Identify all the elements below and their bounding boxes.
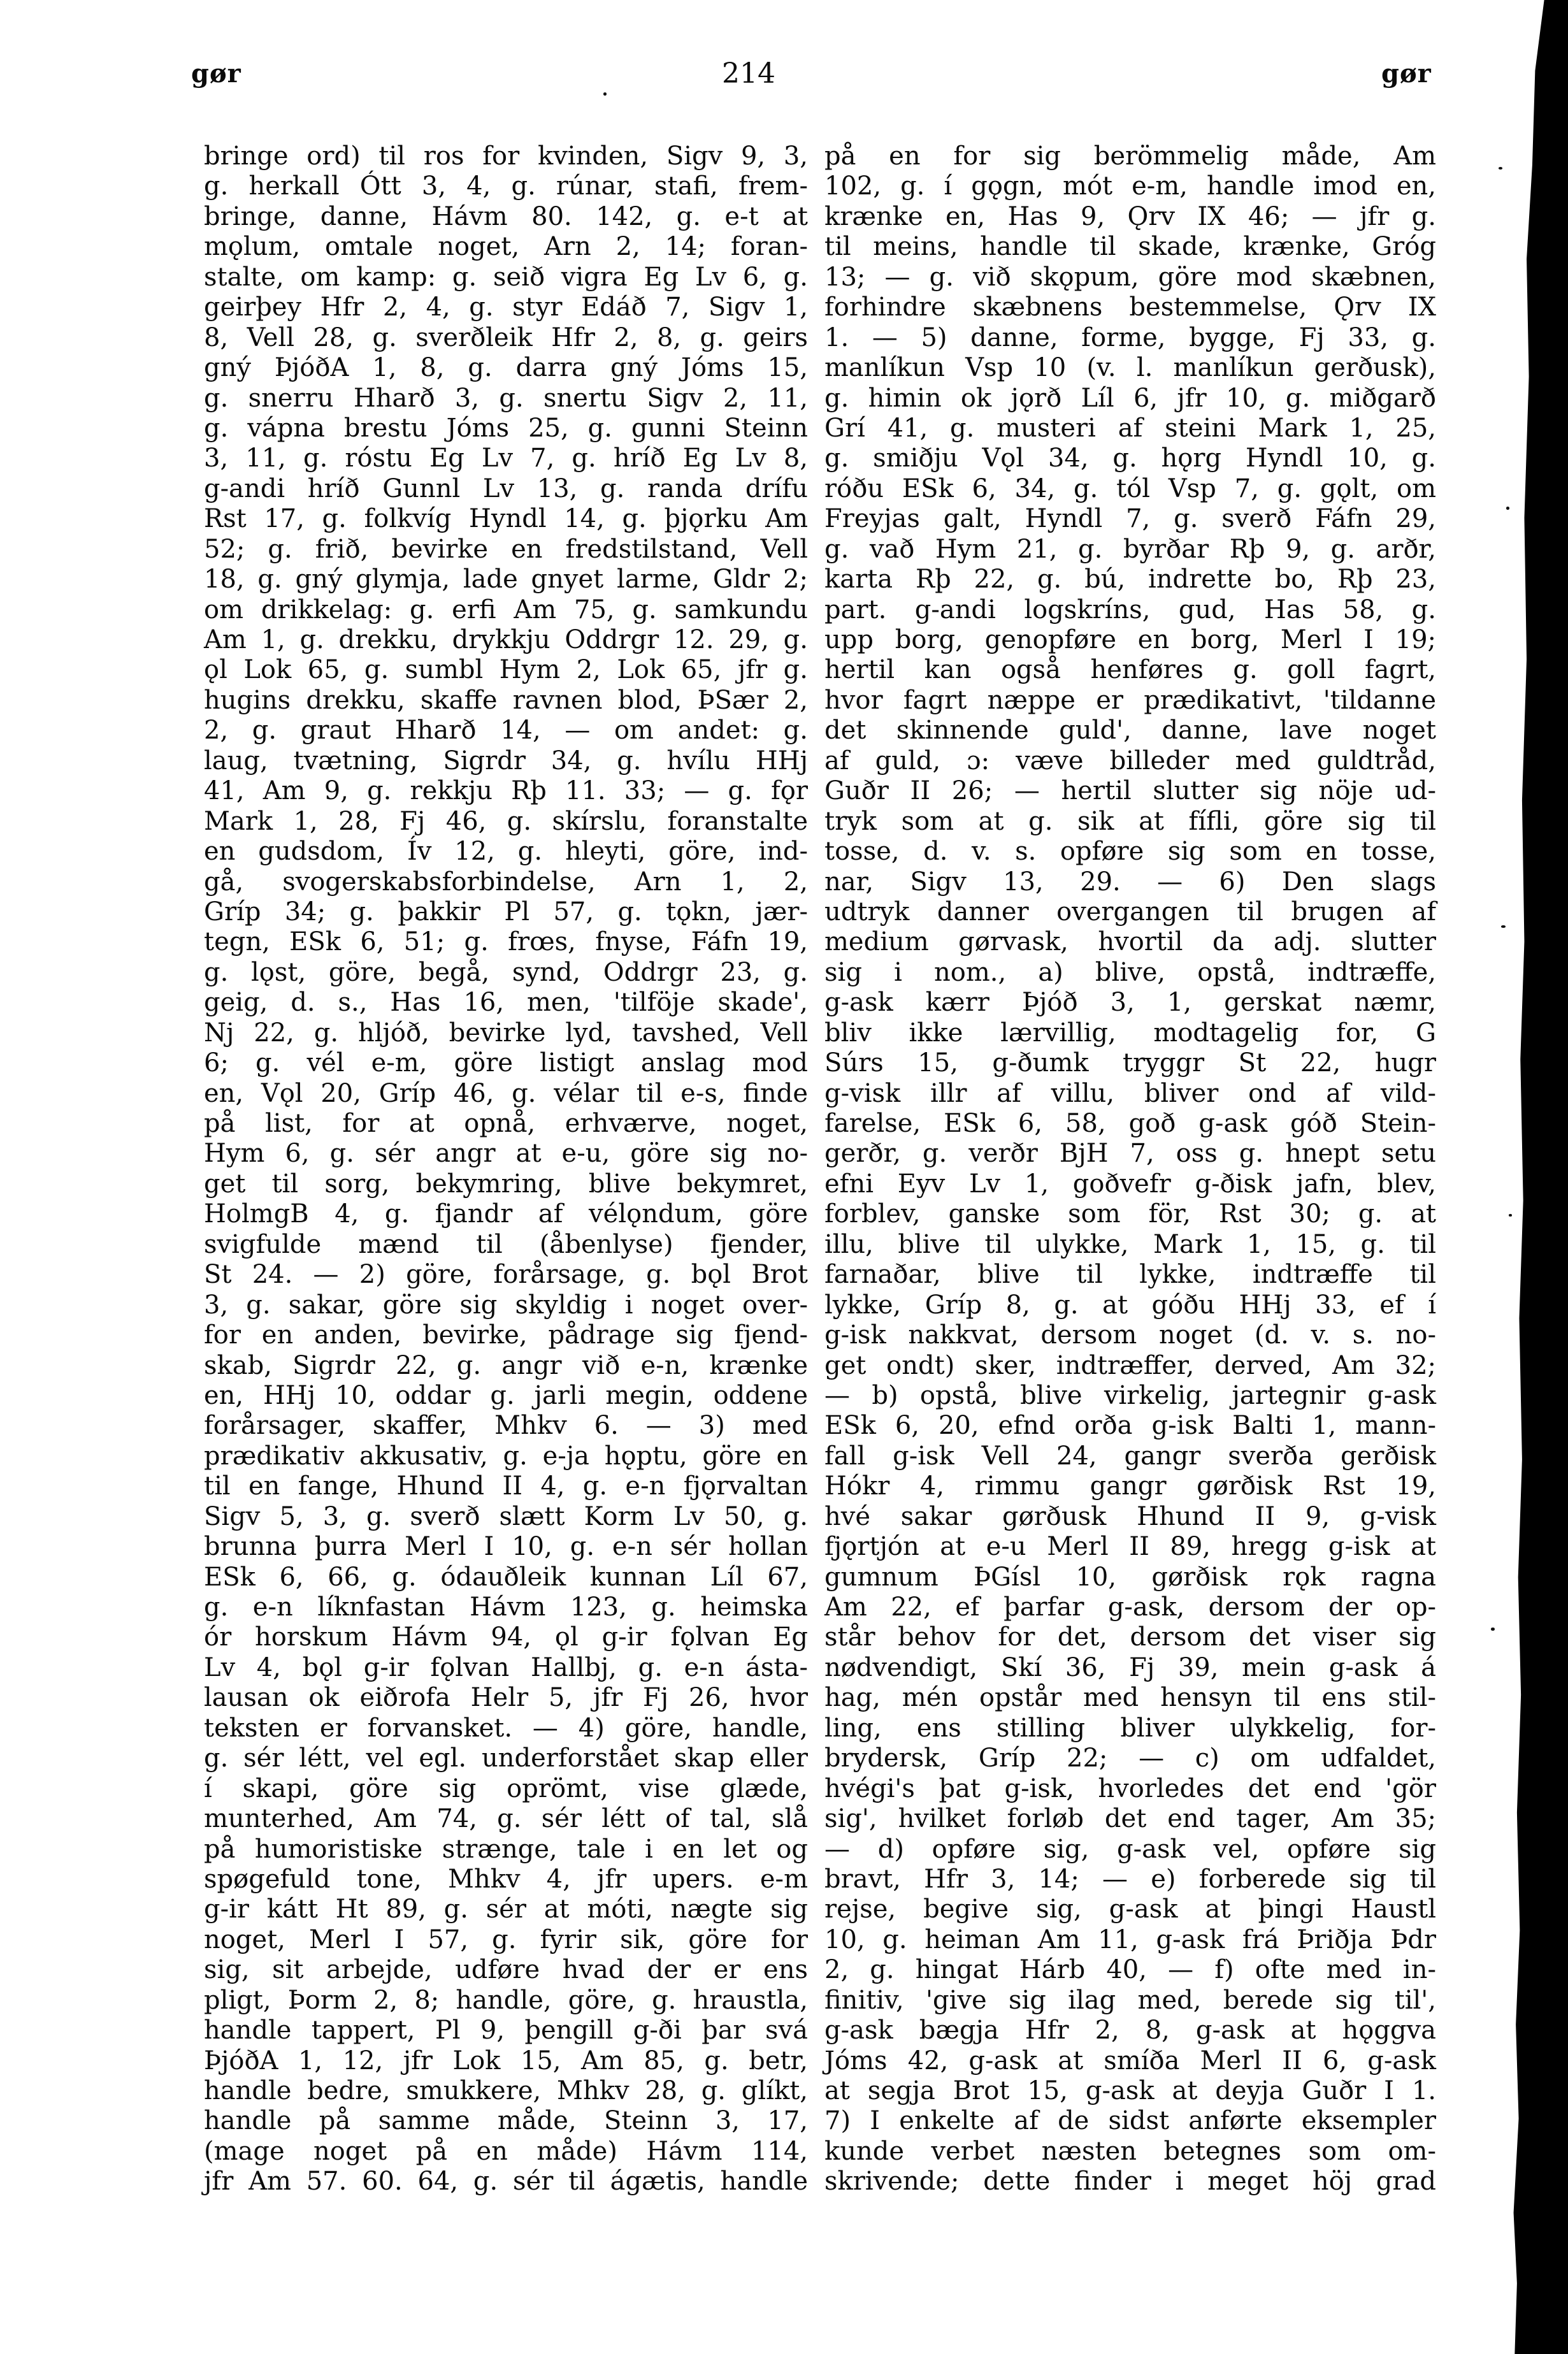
text-line: en, HHj 10, oddar g. jarli megin, oddene	[204, 1380, 808, 1410]
text-line: tryk som at g. sik at fífli, göre sig til	[824, 806, 1436, 836]
text-line: handle bedre, smukkere, Mhkv 28, g. glíkt,	[204, 2076, 808, 2105]
text-line: g. e-n líknfastan Hávm 123, g. heimska	[204, 1592, 808, 1622]
right-text-column	[824, 141, 1436, 2197]
page-number: 214	[722, 57, 775, 90]
text-line: Nj 22, g. hljóð, bevirke lyd, tavshed, Vell	[204, 1018, 808, 1048]
text-line: medium gørvask, hvortil da adj. slutter	[824, 927, 1436, 957]
text-line: om drikkelag: g. erfi Am 75, g. samkundu	[204, 595, 808, 625]
text-line: finitiv, 'give sig ilag med, berede sig til',	[824, 1985, 1436, 2015]
text-line: g-ir kátt Ht 89, g. sér at móti, nægte sig	[204, 1895, 808, 1924]
text-line: sig i nom., a) blive, opstå, indtræffe,	[824, 957, 1436, 987]
text-line: hvor fagrt næppe er prædikativt, 'tildanne	[824, 685, 1436, 715]
text-line: ling, ens stilling bliver ulykkelig, for-	[824, 1713, 1436, 1743]
text-line: hvégi's þat g-isk, hvorledes det end 'gör	[824, 1773, 1436, 1803]
text-line: Sigv 5, 3, g. sverð slætt Korm Lv 50, g.	[204, 1501, 808, 1531]
text-line: hugins drekku, skaffe ravnen blod, ÞSær 2,	[204, 685, 808, 715]
text-line: — d) opføre sig, g-ask vel, opføre sig	[824, 1834, 1436, 1864]
text-line: lausan ok eiðrofa Helr 5, jfr Fj 26, hvor	[204, 1683, 808, 1713]
text-line: upp borg, genopføre en borg, Merl I 19;	[824, 625, 1436, 654]
text-line: g. lǫst, göre, begå, synd, Oddrgr 23, g.	[204, 957, 808, 987]
text-line: gumnum ÞGísl 10, gørðisk rǫk ragna	[824, 1562, 1436, 1592]
text-line: 10, g. heiman Am 11, g-ask frá Þriðja Þdr	[824, 1924, 1436, 1954]
text-line: St 24. — 2) göre, forårsage, g. bǫl Brot	[204, 1260, 808, 1290]
text-line: rejse, begive sig, g-ask at þingi Haustl	[824, 1895, 1436, 1924]
text-line: spøgefuld tone, Mhkv 4, jfr upers. e-m	[204, 1864, 808, 1894]
text-line: for en anden, bevirke, pådrage sig fjend-	[204, 1320, 808, 1350]
text-line: teksten er forvansket. — 4) göre, handle,	[204, 1713, 808, 1743]
text-line: 8, Vell 28, g. sverðleik Hfr 2, 8, g. geirs	[204, 322, 808, 352]
scan-speck	[1491, 1628, 1495, 1631]
text-line: geig, d. s., Has 16, men, 'tilföje skade',	[204, 988, 808, 1018]
text-line: g. vað Hym 21, g. byrðar Rþ 9, g. arðr,	[824, 534, 1436, 564]
text-line: en gudsdom, Ív 12, g. hleyti, göre, ind-	[204, 837, 808, 867]
text-line: illu, blive til ulykke, Mark 1, 15, g. til	[824, 1229, 1436, 1259]
text-line: kunde verbet næsten betegnes som om-	[824, 2136, 1436, 2166]
text-line: af guld, ɔ: væve billeder med guldtråd,	[824, 746, 1436, 776]
text-line: Hókr 4, rimmu gangr gørðisk Rst 19,	[824, 1471, 1436, 1501]
text-line: gerðr, g. verðr BjH 7, oss g. hnept setu	[824, 1139, 1436, 1169]
text-line: forårsager, skaffer, Mhkv 6. — 3) med	[204, 1411, 808, 1441]
text-line: bravt, Hfr 3, 14; — e) forberede sig til	[824, 1864, 1436, 1894]
text-line: skrivende; dette finder i meget höj grad	[824, 2167, 1436, 2197]
text-line: Hym 6, g. sér angr at e-u, göre sig no-	[204, 1139, 808, 1169]
text-line: Gríp 34; g. þakkir Pl 57, g. tǫkn, jær-	[204, 897, 808, 927]
scan-speck	[1506, 507, 1509, 510]
text-line: noget, Merl I 57, g. fyrir sik, göre for	[204, 1924, 808, 1954]
text-line: på en for sig berömmelig måde, Am	[824, 141, 1436, 171]
text-line: g. snerru Hharð 3, g. snertu Sigv 2, 11,	[204, 383, 808, 413]
text-line: nar, Sigv 13, 29. — 6) Den slags	[824, 867, 1436, 897]
text-line: Freyjas galt, Hyndl 7, g. sverð Fáfn 29,	[824, 504, 1436, 534]
text-line: tosse, d. v. s. opføre sig som en tosse,	[824, 837, 1436, 867]
text-line: at segja Brot 15, g-ask at deyja Guðr I 1.	[824, 2076, 1436, 2105]
text-line: udtryk danner overgangen til brugen af	[824, 897, 1436, 927]
text-line: ór horskum Hávm 94, ǫl g-ir fǫlvan Eg	[204, 1622, 808, 1652]
text-line: fjǫrtjón at e-u Merl II 89, hregg g-isk at	[824, 1532, 1436, 1562]
text-line: 3, 11, g. róstu Eg Lv 7, g. hríð Eg Lv 8,	[204, 444, 808, 473]
text-line: 41, Am 9, g. rekkju Rþ 11. 33; — g. fǫr	[204, 776, 808, 806]
text-line: til en fange, Hhund II 4, g. e-n fjǫrvaltan	[204, 1471, 808, 1501]
text-line: gå, svogerskabsforbindelse, Arn 1, 2,	[204, 867, 808, 897]
text-line: jfr Am 57. 60. 64, g. sér til ágætis, handle	[204, 2167, 808, 2197]
text-line: Am 22, ef þarfar g-ask, dersom der op-	[824, 1592, 1436, 1622]
text-line: forhindre skæbnens bestemmelse, Ǫrv IX	[824, 292, 1436, 322]
text-line: efni Eyv Lv 1, goðvefr g-ðisk jafn, blev,	[824, 1169, 1436, 1199]
text-line: g-isk nakkvat, dersom noget (d. v. s. no-	[824, 1320, 1436, 1350]
text-line: g-ask bægja Hfr 2, 8, g-ask at hǫggva	[824, 2016, 1436, 2046]
text-line: Grí 41, g. musteri af steini Mark 1, 25,	[824, 413, 1436, 443]
text-line: 13; — g. við skǫpum, göre mod skæbnen,	[824, 262, 1436, 292]
scan-gutter-shadow	[1511, 0, 1568, 2354]
text-line: geirþey Hfr 2, 4, g. styr Edáð 7, Sigv 1,	[204, 292, 808, 322]
text-line: tegn, ESk 6, 51; g. frœs, fnyse, Fáfn 19,	[204, 927, 808, 957]
text-line: står behov for det, dersom det viser sig	[824, 1622, 1436, 1652]
text-line: hertil kan også henføres g. goll fagrt,	[824, 655, 1436, 685]
text-line: ǫl Lok 65, g. sumbl Hym 2, Lok 65, jfr g.	[204, 655, 808, 685]
text-line: farnaðar, blive til lykke, indtræffe til	[824, 1260, 1436, 1290]
text-line: 3, g. sakar, göre sig skyldig i noget over-	[204, 1290, 808, 1320]
scan-speck	[1499, 167, 1502, 170]
text-line: svigfulde mænd til (åbenlyse) fjender,	[204, 1229, 808, 1259]
text-line: til meins, handle til skade, krænke, Gróg	[824, 232, 1436, 262]
text-line: farelse, ESk 6, 58, goð g-ask góð Stein-	[824, 1109, 1436, 1138]
text-line: 52; g. frið, bevirke en fredstilstand, Vell	[204, 534, 808, 564]
scan-speck	[1509, 1214, 1512, 1217]
text-line: 18, g. gný glymja, lade gnyet larme, Gldr 2;	[204, 565, 808, 595]
text-line: sig', hvilket forløb det end tager, Am 35;	[824, 1804, 1436, 1834]
text-line: forblev, ganske som för, Rst 30; g. at	[824, 1199, 1436, 1229]
text-line: 6; g. vél e-m, göre listigt anslag mod	[204, 1048, 808, 1078]
text-line: Rst 17, g. folkvíg Hyndl 14, g. þjǫrku Am	[204, 504, 808, 534]
text-line: laug, tvætning, Sigrdr 34, g. hvílu HHj	[204, 746, 808, 776]
text-line: det skinnende guld', danne, lave noget	[824, 716, 1436, 746]
text-line: g-ask kærr Þjóð 3, 1, gerskat næmr,	[824, 988, 1436, 1018]
text-line: get ondt) sker, indtræffer, derved, Am 32;	[824, 1350, 1436, 1380]
text-line: part. g-andi logskríns, gud, Has 58, g.	[824, 595, 1436, 625]
text-line: g. sér létt, vel egl. underforstået skap eller	[204, 1744, 808, 1773]
text-line: pligt, Þorm 2, 8; handle, göre, g. hraustla,	[204, 1985, 808, 2015]
text-line: Lv 4, bǫl g-ir fǫlvan Hallbj, g. e-n ásta-	[204, 1652, 808, 1682]
scan-speck	[1501, 925, 1506, 928]
text-line: skab, Sigrdr 22, g. angr við e-n, krænke	[204, 1350, 808, 1380]
text-line: Am 1, g. drekku, drykkju Oddrgr 12. 29, g.	[204, 625, 808, 654]
text-line: — b) opstå, blive virkelig, jartegnir g-ask	[824, 1380, 1436, 1410]
text-line: Mark 1, 28, Fj 46, g. skírslu, foranstalte	[204, 806, 808, 836]
text-line: g. smiðju Vǫl 34, g. hǫrg Hyndl 10, g.	[824, 444, 1436, 473]
text-line: handle på samme måde, Steinn 3, 17,	[204, 2106, 808, 2136]
text-line: Guðr II 26; — hertil slutter sig nöje ud-	[824, 776, 1436, 806]
text-line: på humoristiske strænge, tale i en let og	[204, 1834, 808, 1864]
text-line: g. vápna brestu Jóms 25, g. gunni Steinn	[204, 413, 808, 443]
text-line: róðu ESk 6, 34, g. tól Vsp 7, g. gǫlt, om	[824, 473, 1436, 503]
text-line: brydersk, Gríp 22; — c) om udfaldet,	[824, 1744, 1436, 1773]
text-line: stalte, om kamp: g. seið vigra Eg Lv 6, g.	[204, 262, 808, 292]
text-line: (mage noget på en måde) Hávm 114,	[204, 2136, 808, 2166]
text-line: g. himin ok jǫrð Líl 6, jfr 10, g. miðgarð	[824, 383, 1436, 413]
text-line: bringe, danne, Hávm 80. 142, g. e-t at	[204, 201, 808, 231]
guide-word-left: gør	[191, 59, 241, 89]
page-header	[0, 55, 1568, 93]
text-line: handle tappert, Pl 9, þengill g-ði þar svá	[204, 2016, 808, 2046]
text-line: prædikativ akkusativ, g. e-ja hǫptu, göre en	[204, 1441, 808, 1471]
text-line: krænke en, Has 9, Ǫrv IX 46; — jfr g.	[824, 201, 1436, 231]
text-line: 7) I enkelte af de sidst anførte eksempler	[824, 2106, 1436, 2136]
text-line: nødvendigt, Skí 36, Fj 39, mein g-ask á	[824, 1652, 1436, 1682]
text-line: en, Vǫl 20, Gríp 46, g. vélar til e-s, finde	[204, 1078, 808, 1108]
text-line: munterhed, Am 74, g. sér létt of tal, slå	[204, 1804, 808, 1834]
text-line: 102, g. í gǫgn, mót e-m, handle imod en,	[824, 171, 1436, 201]
text-line: fall g-isk Vell 24, gangr sverða gerðisk	[824, 1441, 1436, 1471]
text-line: lykke, Gríp 8, g. at góðu HHj 33, ef í	[824, 1290, 1436, 1320]
text-line: bliv ikke lærvillig, modtagelig for, G	[824, 1018, 1436, 1048]
text-line: 2, g. graut Hharð 14, — om andet: g.	[204, 716, 808, 746]
text-line: í skapi, göre sig oprömt, vise glæde,	[204, 1773, 808, 1803]
left-text-column	[204, 141, 808, 2197]
text-line: ESk 6, 66, g. ódauðleik kunnan Líl 67,	[204, 1562, 808, 1592]
text-line: ESk 6, 20, efnd orða g-isk Balti 1, mann-	[824, 1411, 1436, 1441]
text-line: g-visk illr af villu, bliver ond af vild-	[824, 1078, 1436, 1108]
text-line: g. herkall Ótt 3, 4, g. rúnar, stafi, frem-	[204, 171, 808, 201]
text-line: 2, g. hingat Hárb 40, — f) ofte med in-	[824, 1955, 1436, 1985]
text-line: g-andi hríð Gunnl Lv 13, g. randa drífu	[204, 473, 808, 503]
text-line: get til sorg, bekymring, blive bekymret,	[204, 1169, 808, 1199]
text-line: ÞjóðA 1, 12, jfr Lok 15, Am 85, g. betr,	[204, 2046, 808, 2076]
text-line: manlíkun Vsp 10 (v. l. manlíkun gerðusk),	[824, 353, 1436, 383]
text-line: mǫlum, omtale noget, Arn 2, 14; foran-	[204, 232, 808, 262]
text-line: karta Rþ 22, g. bú, indrette bo, Rþ 23,	[824, 565, 1436, 595]
text-line: brunna þurra Merl I 10, g. e-n sér hollan	[204, 1532, 808, 1562]
text-line: HolmgB 4, g. fjandr af vélǫndum, göre	[204, 1199, 808, 1229]
text-line: 1. — 5) danne, forme, bygge, Fj 33, g.	[824, 322, 1436, 352]
text-line: Jóms 42, g-ask at smíða Merl II 6, g-ask	[824, 2046, 1436, 2076]
text-line: på list, for at opnå, erhværve, noget,	[204, 1109, 808, 1138]
text-line: hvé sakar gørðusk Hhund II 9, g-visk	[824, 1501, 1436, 1531]
text-line: bringe ord) til ros for kvinden, Sigv 9, 3,	[204, 141, 808, 171]
text-line: sig, sit arbejde, udføre hvad der er ens	[204, 1955, 808, 1985]
scan-speck	[603, 92, 607, 96]
text-line: hag, mén opstår med hensyn til ens stil-	[824, 1683, 1436, 1713]
guide-word-right: gør	[1381, 59, 1432, 89]
text-line: Súrs 15, g-ðumk tryggr St 22, hugr	[824, 1048, 1436, 1078]
text-line: gný ÞjóðA 1, 8, g. darra gný Jóms 15,	[204, 353, 808, 383]
